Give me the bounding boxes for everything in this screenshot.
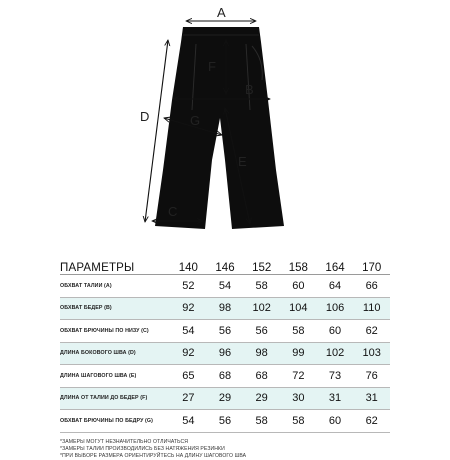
table-cell: 76 bbox=[365, 369, 378, 382]
table-cell: 104 bbox=[289, 302, 308, 315]
table-cell: 60 bbox=[292, 279, 305, 292]
label-e: E bbox=[238, 154, 247, 169]
footnote: *ЗАМЕРЫ МОГУТ НЕЗНАЧИТЕЛЬНО ОТЛИЧАТЬСЯ bbox=[60, 438, 189, 445]
waistband bbox=[181, 27, 261, 42]
table-row bbox=[60, 388, 390, 411]
table-row bbox=[60, 343, 390, 366]
table-cell: 92 bbox=[182, 347, 195, 360]
table-cell: 65 bbox=[182, 369, 195, 382]
label-b: B bbox=[245, 82, 254, 97]
size-chart-table bbox=[60, 254, 390, 460]
table-cell: 60 bbox=[328, 324, 342, 337]
table-cell: 58 bbox=[255, 414, 268, 427]
size-header: 140 bbox=[178, 262, 198, 274]
footnote: *ЗАМЕРЫ ТАЛИИ ПРОИЗВОДИЛИСЬ БЕЗ НАТЯЖЕНИЯ РЕЗИНКИ bbox=[60, 445, 225, 452]
table-cell: 58 bbox=[292, 324, 305, 337]
row-label: ОБХВАТ ТАЛИИ (A) bbox=[60, 282, 112, 289]
table-cell: 29 bbox=[255, 392, 268, 405]
label-a: A bbox=[217, 5, 226, 20]
table-cell: 103 bbox=[362, 347, 381, 360]
table-cell: 98 bbox=[255, 347, 268, 360]
table-cell: 92 bbox=[182, 302, 195, 315]
row-label: ОБХВАТ БЕДЕР (B) bbox=[60, 305, 112, 312]
table-cell: 62 bbox=[365, 324, 378, 337]
pants-body bbox=[155, 42, 284, 229]
table-header-row bbox=[60, 254, 390, 275]
label-c: C bbox=[168, 204, 178, 219]
table-row bbox=[60, 320, 390, 343]
footnote: *ПРИ ВЫБОРЕ РАЗМЕРА ОРИЕНТИРУЙТЕСЬ НА ДЛИНУ ШАГОВОГО ШВА bbox=[60, 452, 247, 459]
size-header: 146 bbox=[215, 262, 235, 274]
table-row bbox=[60, 365, 390, 388]
table-cell: 102 bbox=[325, 347, 345, 360]
table-cell: 64 bbox=[328, 279, 342, 292]
table-cell: 62 bbox=[365, 414, 378, 427]
table-cell: 98 bbox=[218, 302, 232, 315]
table-cell: 96 bbox=[218, 347, 232, 360]
row-label: ОБХВАТ БРЮЧИНЫ ПО БЕДРУ (G) bbox=[60, 417, 153, 424]
table-cell: 102 bbox=[252, 302, 271, 315]
size-header: 158 bbox=[288, 262, 308, 274]
table-row bbox=[60, 410, 390, 433]
row-label: ДЛИНА ШАГОВОГО ШВА (E) bbox=[60, 372, 137, 379]
table-cell: 54 bbox=[218, 279, 232, 292]
row-label: ОБХВАТ БРЮЧИНЫ ПО НИЗУ (C) bbox=[60, 327, 149, 334]
table-cell: 110 bbox=[362, 302, 381, 315]
label-d: D bbox=[140, 109, 150, 124]
table-cell: 58 bbox=[292, 414, 305, 427]
table-cell: 66 bbox=[365, 279, 378, 292]
pants-silhouette bbox=[155, 27, 284, 229]
table-cell: 27 bbox=[182, 392, 195, 405]
size-header: 164 bbox=[325, 262, 345, 274]
table-cell: 30 bbox=[292, 392, 305, 405]
table-cell: 29 bbox=[218, 392, 232, 405]
footnotes bbox=[60, 439, 390, 460]
table-cell: 52 bbox=[182, 279, 195, 292]
label-g: G bbox=[190, 113, 201, 128]
size-header: 170 bbox=[362, 262, 382, 274]
table-row bbox=[60, 275, 390, 298]
table-cell: 54 bbox=[182, 324, 195, 337]
table-row bbox=[60, 298, 390, 321]
table-cell: 58 bbox=[255, 279, 268, 292]
table-header-title: ПАРАМЕТРЫ bbox=[60, 262, 135, 274]
table-cell: 73 bbox=[328, 369, 342, 382]
table-cell: 56 bbox=[218, 324, 232, 337]
size-header: 152 bbox=[252, 262, 272, 274]
table-cell: 99 bbox=[292, 347, 305, 360]
row-label: ДЛИНА ОТ ТАЛИИ ДО БЕДЕР (F) bbox=[60, 395, 148, 402]
table-cell: 56 bbox=[218, 414, 232, 427]
table-cell: 72 bbox=[292, 369, 305, 382]
table-cell: 68 bbox=[218, 369, 232, 382]
table-cell: 31 bbox=[328, 392, 342, 405]
table-cell: 54 bbox=[182, 414, 195, 427]
table-cell: 31 bbox=[365, 392, 378, 405]
table-cell: 56 bbox=[255, 324, 268, 337]
table-cell: 60 bbox=[328, 414, 342, 427]
row-label: ДЛИНА БОКОВОГО ШВА (D) bbox=[60, 350, 136, 357]
table-cell: 68 bbox=[255, 369, 268, 382]
table-cell: 106 bbox=[325, 302, 345, 315]
label-f: F bbox=[208, 59, 216, 74]
